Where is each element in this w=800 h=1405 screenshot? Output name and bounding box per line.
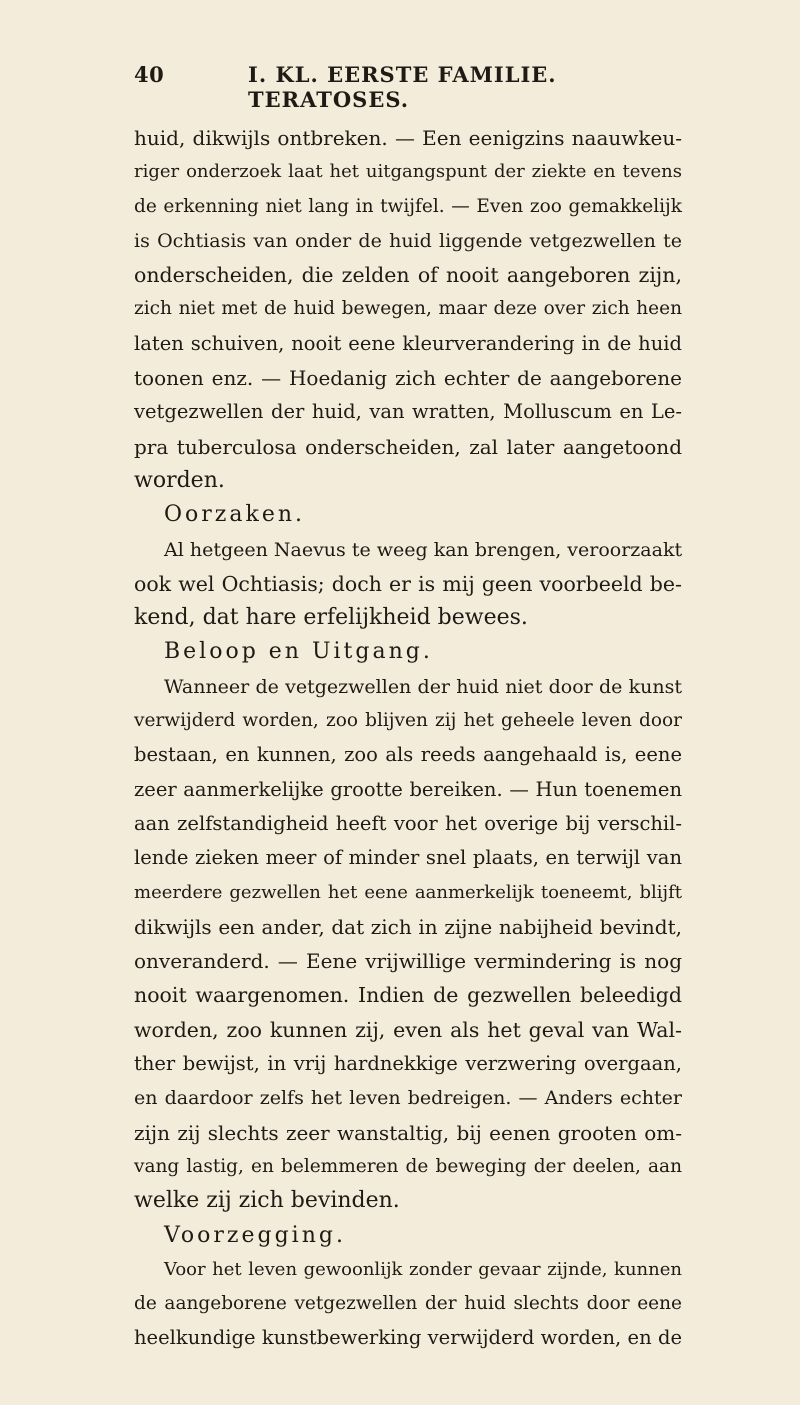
- text-line: huid, dikwijls ontbreken. — Een eenigzins naauwkeu-: [134, 126, 682, 150]
- text-line: heelkundige kunstbewerking verwijderd worden, en de: [134, 1326, 682, 1350]
- text-line: ther bewijst, in vrij hardnekkige verzwering overgaan,: [134, 1052, 682, 1076]
- text-line: Al hetgeen Naevus te weeg kan brengen, veroorzaakt: [164, 538, 683, 561]
- page-number: 40: [134, 62, 165, 87]
- text-line: zeer aanmerkelijke grootte bereiken. — Hun toenemen: [134, 777, 682, 801]
- text-line: de aangeborene vetgezwellen der huid slechts door eene: [134, 1293, 682, 1315]
- text-line: dikwijls een ander, dat zich in zijne nabijheid bevindt,: [134, 914, 682, 939]
- text-line: laten schuiven, nooit eene kleurverandering in de huid: [134, 331, 682, 355]
- page-header: [134, 62, 674, 112]
- text-line: de erkenning niet lang in twijfel. — Even zoo gemakkelijk: [134, 195, 682, 217]
- text-line: vang lastig, en belemmeren de beweging der deelen, aan: [134, 1155, 682, 1177]
- text-line: Voor het leven gewoonlijk zonder gevaar zijnde, kunnen: [164, 1258, 682, 1280]
- text-line: onveranderd. — Eene vrijwillige vermindering is nog: [134, 949, 682, 974]
- running-head: I. KL. EERSTE FAMILIE. TERATOSES.: [248, 62, 557, 112]
- section-heading: Beloop en Uitgang.: [164, 639, 433, 665]
- section-heading: Voorzegging.: [164, 1222, 346, 1248]
- text-line: lende zieken meer of minder snel plaats, en terwijl van: [134, 846, 682, 870]
- text-line: meerdere gezwellen het eene aanmerkelijk toeneemt, blijft: [134, 881, 682, 903]
- text-line: onderscheiden, die zelden of nooit aangeboren zijn,: [134, 263, 682, 288]
- text-line: aan zelfstandigheid heeft voor het overige bij verschil-: [134, 811, 682, 835]
- text-line: zich niet met de huid bewegen, maar deze over zich heen: [134, 298, 682, 320]
- text-line: riger onderzoek laat het uitgangspunt der ziekte en tevens: [134, 161, 682, 183]
- text-line: Wanneer de vetgezwellen der huid niet door de kunst: [164, 675, 682, 698]
- text-line: welke zij zich bevinden.: [134, 1188, 400, 1214]
- text-line: vetgezwellen der huid, van wratten, Molluscum en Le-: [134, 400, 682, 424]
- text-line: toonen enz. — Hoedanig zich echter de aangeborene: [134, 366, 682, 391]
- text-line: kend, dat hare erfelijkheid bewees.: [134, 605, 528, 631]
- text-line: zijn zij slechts zeer wanstaltig, bij eenen grooten om-: [134, 1120, 682, 1145]
- text-line: worden, zoo kunnen zij, even als het geval van Wal-: [134, 1017, 682, 1042]
- text-line: worden.: [134, 467, 225, 493]
- text-line: verwijderd worden, zoo blijven zij het geheele leven door: [134, 710, 682, 732]
- text-line: bestaan, en kunnen, zoo als reeds aangehaald is, eene: [134, 743, 682, 767]
- text-line: is Ochtiasis van onder de huid liggende vetgezwellen te: [134, 229, 682, 252]
- text-line: pra tuberculosa onderscheiden, zal later aangetoond: [134, 434, 682, 459]
- text-line: ook wel Ochtiasis; doch er is mij geen voorbeeld be-: [134, 571, 682, 596]
- text-line: en daardoor zelfs het leven bedreigen. — Anders echter: [134, 1087, 682, 1110]
- text-line: nooit waargenomen. Indien de gezwellen beleedigd: [134, 983, 682, 1008]
- section-heading: Oorzaken.: [164, 502, 306, 528]
- body-text: [134, 121, 682, 1356]
